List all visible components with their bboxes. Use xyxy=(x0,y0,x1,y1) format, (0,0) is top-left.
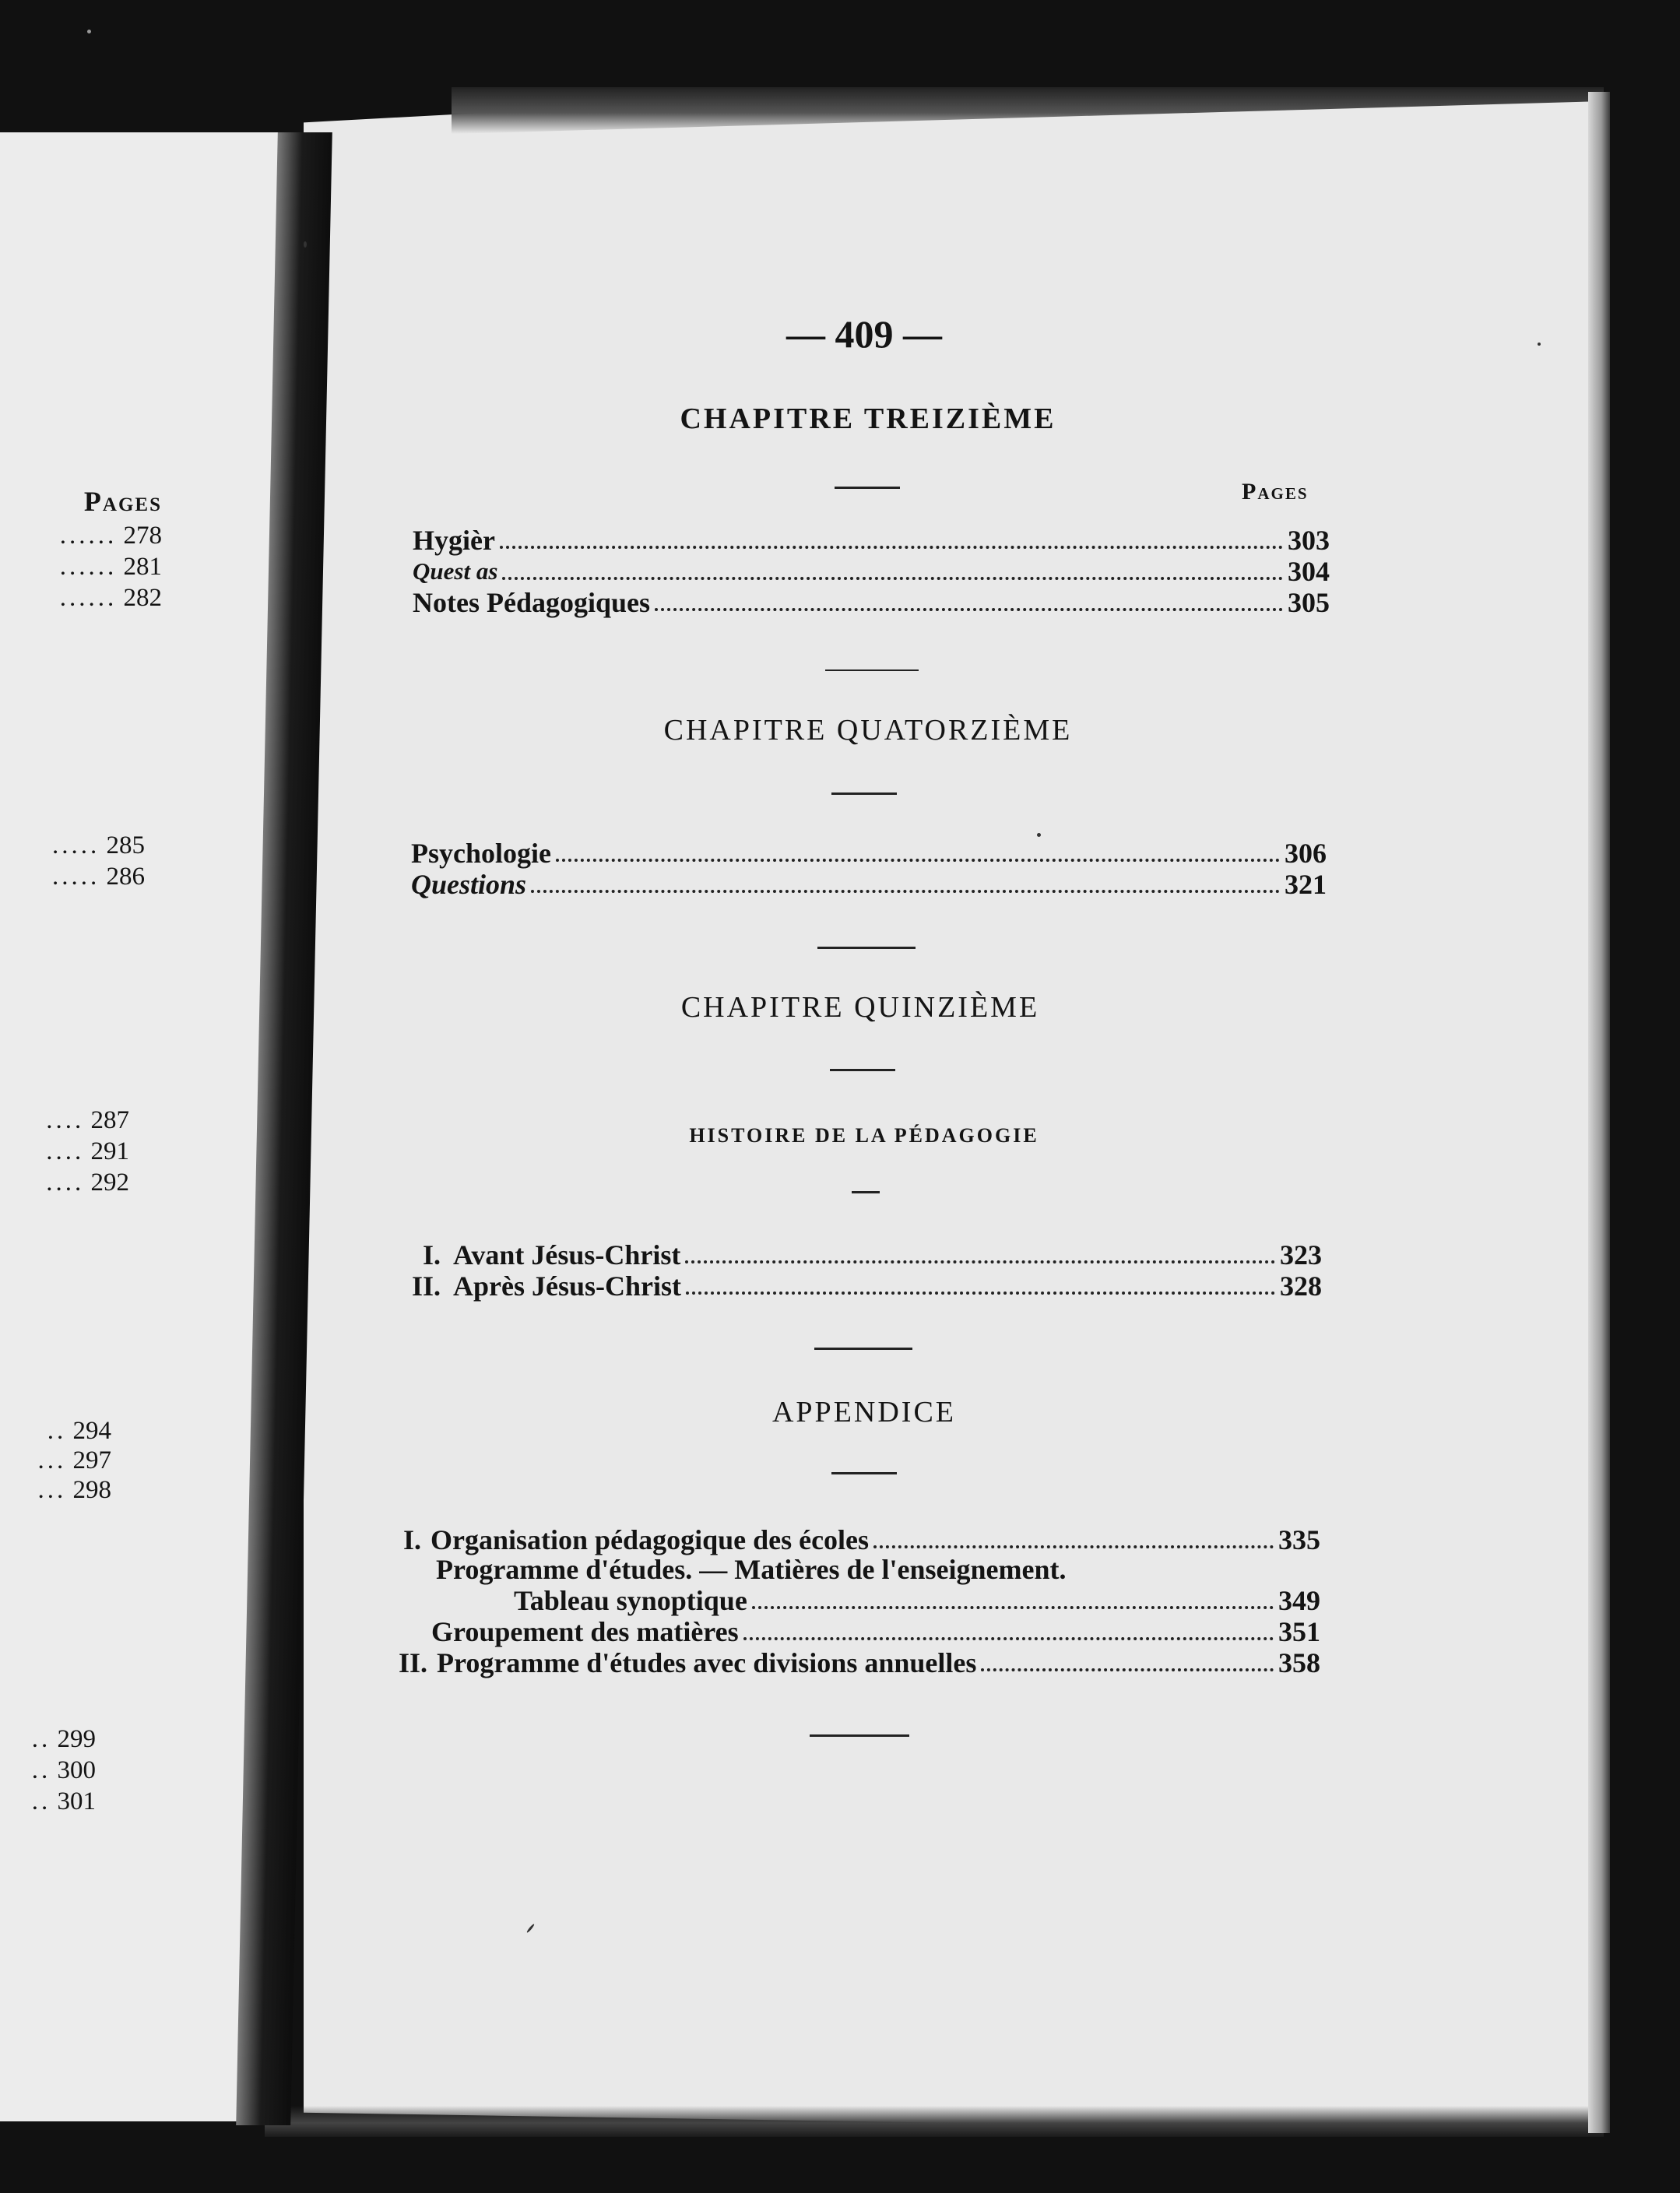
divider xyxy=(852,1191,880,1193)
chapter-13-title: CHAPITRE TREIZIÈME xyxy=(680,402,1056,435)
toc-entry xyxy=(403,1239,1322,1270)
toc-entry-label: Groupement des matières xyxy=(431,1616,739,1647)
left-toc-page: 300 xyxy=(57,1756,96,1784)
chapter-15-subtitle: HISTOIRE DE LA PÉDAGOGIE xyxy=(689,1124,1039,1147)
toc-entry-label: Questions xyxy=(411,869,527,900)
toc-entry xyxy=(411,838,1327,869)
leader-dots xyxy=(531,890,1280,893)
left-toc-line: ..... 286 xyxy=(52,863,145,891)
leader-dots xyxy=(686,1292,1275,1295)
toc-entry-label: Psychologie xyxy=(411,838,551,869)
toc-entry-label: Après Jésus-Christ xyxy=(453,1270,681,1302)
left-toc-line: ...... 282 xyxy=(59,584,162,612)
left-toc-page: 292 xyxy=(90,1169,129,1197)
toc-entry-label: Avant Jésus-Christ xyxy=(453,1239,681,1270)
leader-dots xyxy=(981,1668,1274,1671)
toc-entry-page: 321 xyxy=(1285,869,1327,900)
leader-dots xyxy=(743,1637,1274,1640)
toc-entry-number: I. xyxy=(422,1239,441,1270)
left-toc-page: 291 xyxy=(90,1137,129,1165)
scan-speck xyxy=(1037,833,1041,837)
toc-entry xyxy=(403,1270,1322,1302)
divider xyxy=(814,1348,912,1350)
divider xyxy=(830,1069,895,1071)
toc-entry-number: II. xyxy=(411,1270,441,1302)
toc-entry-label: Organisation pédagogique des écoles xyxy=(431,1524,870,1555)
left-toc-page: 294 xyxy=(72,1417,111,1445)
leader-dots xyxy=(502,577,1283,580)
pages-column-header: Pages xyxy=(1242,479,1309,504)
left-toc-page: 285 xyxy=(106,831,145,859)
toc-entry-page: 335 xyxy=(1278,1524,1320,1555)
left-toc-page: 287 xyxy=(90,1106,129,1134)
leader-dots xyxy=(500,546,1283,549)
left-toc-line: .... 291 xyxy=(46,1137,129,1165)
toc-entry-label: Programme d'études avec divisions annuelles xyxy=(437,1647,977,1678)
toc-entry-page: 305 xyxy=(1288,587,1330,618)
right-page xyxy=(304,92,1605,2133)
page-number: — 409 — xyxy=(786,312,942,356)
left-toc-line: .. 301 xyxy=(31,1787,96,1815)
toc-entry-label: Hygièr xyxy=(413,525,495,556)
toc-entry-page: 349 xyxy=(1278,1585,1320,1616)
divider xyxy=(835,487,900,489)
left-toc-page: 281 xyxy=(123,553,162,581)
left-toc-line: .. 300 xyxy=(31,1756,96,1784)
toc-entry xyxy=(514,1585,1320,1616)
toc-entry-number: II. xyxy=(399,1647,428,1678)
toc-entry-number: I. xyxy=(403,1524,422,1555)
left-pages-header: Pages xyxy=(83,486,162,517)
left-toc-line: ...... 278 xyxy=(59,522,162,550)
chapter-14-title: CHAPITRE QUATORZIÈME xyxy=(663,714,1073,747)
leader-dots xyxy=(685,1260,1275,1263)
left-toc-page: 278 xyxy=(123,522,162,550)
left-toc-page: 299 xyxy=(57,1725,96,1753)
leader-dots xyxy=(655,608,1283,611)
left-toc-line: ..... 285 xyxy=(52,831,145,859)
left-toc-page: 298 xyxy=(72,1476,111,1504)
toc-entry xyxy=(413,587,1330,618)
toc-entry-label: Tableau synoptique xyxy=(514,1585,747,1616)
toc-entry xyxy=(411,869,1327,900)
left-toc-line: .. 294 xyxy=(47,1417,111,1445)
toc-entry xyxy=(413,525,1330,556)
chapter-15-title: CHAPITRE QUINZIÈME xyxy=(680,991,1040,1024)
left-toc-page: 282 xyxy=(123,584,162,612)
divider xyxy=(831,1472,897,1474)
leader-dots xyxy=(873,1545,1274,1548)
left-toc-line: .. 299 xyxy=(31,1725,96,1753)
toc-entry-page: 306 xyxy=(1285,838,1327,869)
toc-entry-page: 323 xyxy=(1280,1239,1322,1270)
toc-entry-page: 328 xyxy=(1280,1270,1322,1302)
page-bottom-shadow xyxy=(265,2106,1604,2137)
left-toc-line: ... 297 xyxy=(37,1446,111,1474)
left-toc-line: ...... 281 xyxy=(59,553,162,581)
left-toc-line: .... 287 xyxy=(46,1106,129,1134)
leader-dots xyxy=(556,859,1280,862)
left-toc-page: 297 xyxy=(72,1446,111,1474)
toc-entry xyxy=(413,556,1330,587)
left-toc-page: 286 xyxy=(106,863,145,891)
divider xyxy=(825,669,919,671)
toc-entry-label: Notes Pédagogiques xyxy=(413,587,650,618)
scan-speck xyxy=(87,30,91,33)
left-toc-line: .... 292 xyxy=(46,1169,129,1197)
scan-speck xyxy=(1538,343,1541,346)
divider xyxy=(831,793,897,795)
toc-entry xyxy=(403,1524,1320,1555)
scan-speck xyxy=(304,241,307,248)
toc-entry xyxy=(399,1647,1320,1678)
left-toc-line: ... 298 xyxy=(37,1476,111,1504)
toc-entry-label: Quest as xyxy=(413,557,498,585)
appendix-title: APPENDICE xyxy=(771,1396,957,1429)
toc-entry-page: 303 xyxy=(1288,525,1330,556)
page-edge xyxy=(1588,92,1610,2133)
leader-dots xyxy=(752,1606,1274,1609)
toc-entry xyxy=(431,1616,1320,1647)
toc-entry-page: 358 xyxy=(1278,1647,1320,1678)
toc-entry-page: 304 xyxy=(1288,556,1330,587)
toc-entry-page: 351 xyxy=(1278,1616,1320,1647)
divider xyxy=(817,947,916,949)
left-toc-page: 301 xyxy=(57,1787,96,1815)
toc-entry-continuation: Programme d'études. — Matières de l'enseignement. xyxy=(436,1554,1067,1585)
divider xyxy=(810,1734,909,1737)
